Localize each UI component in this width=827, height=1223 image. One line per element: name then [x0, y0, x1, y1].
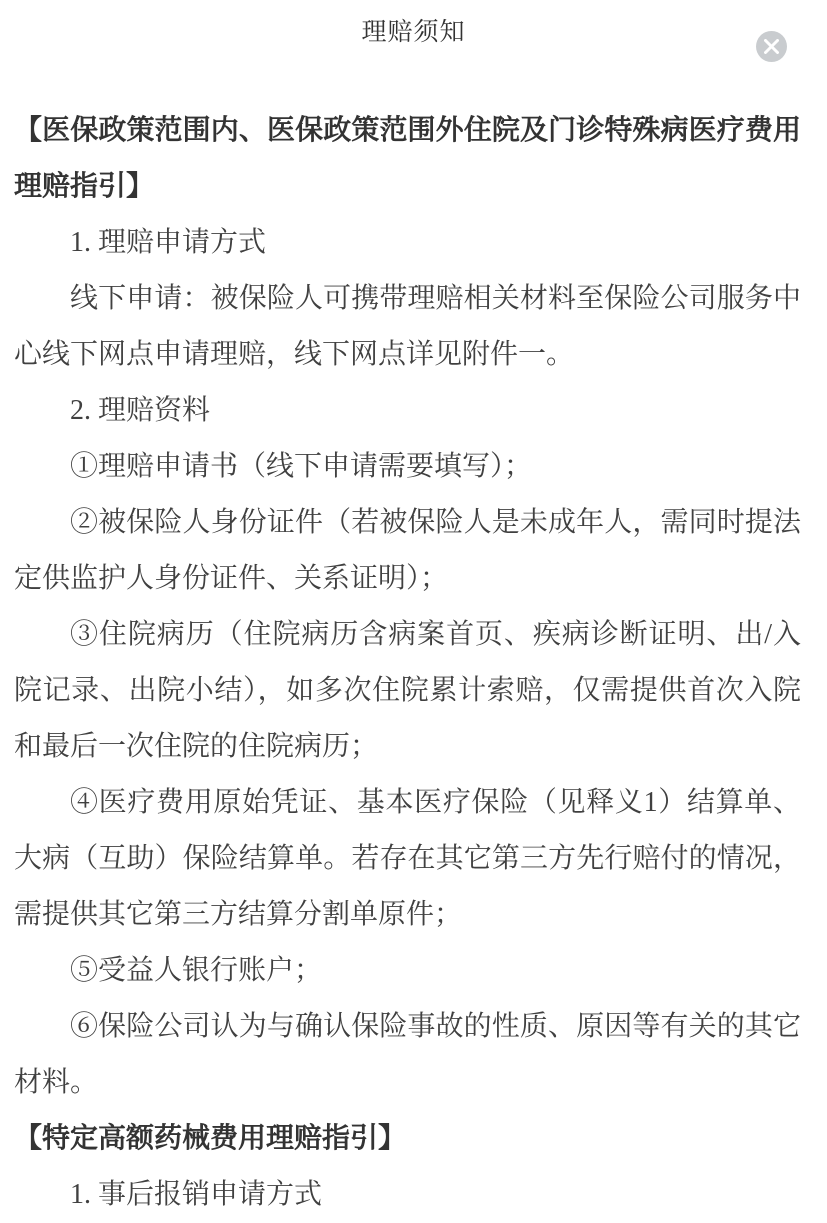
paragraph: 线下申请：被保险人可携带理赔相关材料至保险公司服务中心线下网点申请理赔，线下网点详见附件一。: [14, 283, 801, 370]
paragraph: ⑥保险公司认为与确认保险事故的性质、原因等有关的其它材料。: [14, 1011, 801, 1098]
notice-body: [0, 103, 827, 1223]
paragraph: ⑤受益人银行账户；: [70, 955, 323, 986]
dialog-header: [0, 0, 827, 103]
paragraph: ④医疗费用原始凭证、基本医疗保险（见释义1）结算单、大病（互助）保险结算单。若存在其它第三方先行赔付的情况，需提供其它第三方结算分割单原件；: [14, 787, 801, 930]
section-heading: 【医保政策范围内、医保政策范围外住院及门诊特殊病医疗费用理赔指引】: [14, 115, 801, 202]
paragraph: 2. 理赔资料: [70, 395, 211, 426]
paragraph: ②被保险人身份证件（若被保险人是未成年人，需同时提法定供监护人身份证件、关系证明）；: [14, 507, 801, 594]
section-heading: 【特定高额药械费用理赔指引】: [14, 1123, 407, 1154]
paragraph: ③住院病历（住院病历含病案首页、疾病诊断证明、出/入院记录、出院小结），如多次住院累计索赔，仅需提供首次入院和最后一次住院的住院病历；: [14, 619, 801, 762]
paragraph: 1. 理赔申请方式: [70, 227, 267, 258]
close-button[interactable]: [756, 31, 787, 62]
close-icon: [764, 39, 779, 54]
page-title: 理赔须知: [361, 19, 466, 46]
paragraph: ①理赔申请书（线下申请需要填写）；: [70, 451, 533, 482]
paragraph: 1. 事后报销申请方式: [70, 1179, 323, 1210]
